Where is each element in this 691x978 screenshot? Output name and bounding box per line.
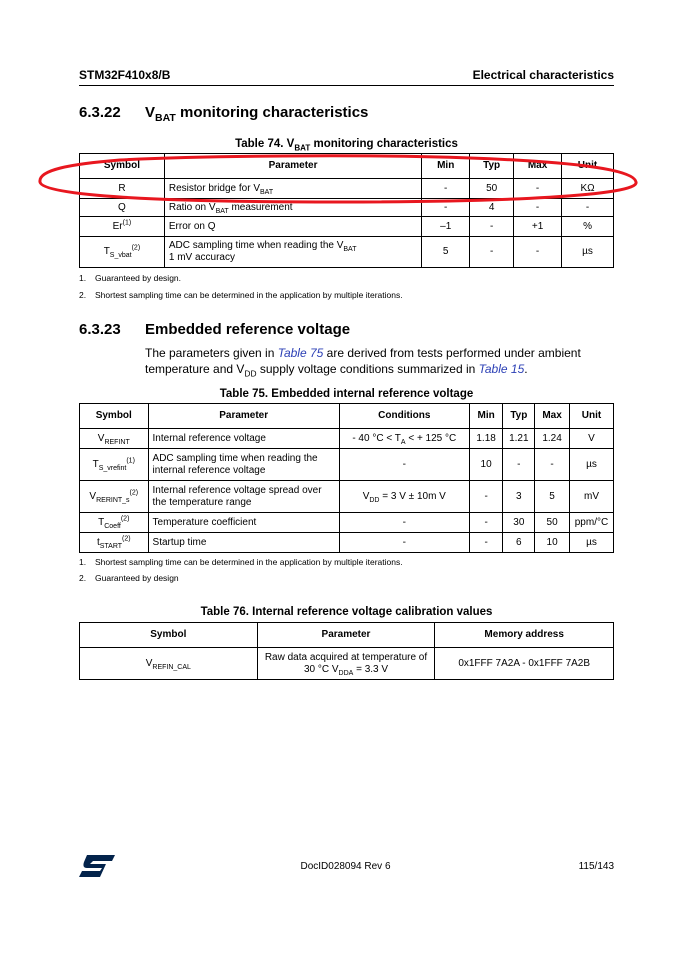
table-row: Q Ratio on $V_{BAT}$ measurement - 4 - - <box>80 199 614 217</box>
section-paragraph: The parameters given in Table 75 are derived from tests performed under ambient temperature and $V_{DD}$ supply voltage conditions summarized in Table 15. <box>145 346 581 379</box>
table-caption: Table 75. Embedded internal reference voltage <box>219 388 474 400</box>
footer-doc-id: DocID028094 Rev 6 <box>300 861 391 872</box>
column-header: Max <box>535 404 570 429</box>
column-header: Memory address <box>435 623 614 648</box>
table-caption: Table 74. $V_{BAT}$ monitoring characteristics <box>235 138 458 153</box>
header-doc-title: STM32F410x8/B <box>79 68 171 82</box>
table-row: $V_{REFINT}$ Internal reference voltage - 40 $^\circ C < T_A$ < + 125 °C 1.18 1.21 1.24 V <box>80 429 614 449</box>
table-row: $T_{S\_vrefint}^{(1)}$ ADC sampling time when reading the internal reference voltage - 10 - - µs <box>80 449 614 481</box>
table-75-link[interactable]: Table 75 <box>277 346 324 360</box>
footer-page-number: 115/143 <box>578 861 614 872</box>
table-note: 2. Guaranteed by design <box>79 573 179 583</box>
table-note: 2. Shortest sampling time can be determined in the application by multiple iterations. <box>79 290 403 300</box>
table-note: 1. Shortest sampling time can be determined in the application by multiple iterations. <box>79 557 403 567</box>
column-header: Typ <box>470 154 514 179</box>
calibration-table <box>79 622 614 680</box>
table-row: Er$^{(1)}$ Error on Q –1 - +1 % <box>80 217 614 237</box>
table-row: $T_{Coeff}^{(2)}$ Temperature coefficient - - 30 50 ppm/°C <box>80 513 614 533</box>
table-row: $V_{RERINT\_s}^{(2)}$ Internal reference voltage spread over the temperature range $V_{DD} = 3$ V ± 10m V - 3 5 mV <box>80 481 614 513</box>
column-header: Max <box>514 154 562 179</box>
table-row: $T_{S\_vbat}^{(2)}$ ADC sampling time when reading the $V_{BAT}$ 1 mV accuracy 5 - - µs <box>80 237 614 268</box>
column-header: Symbol <box>80 154 165 179</box>
column-header: Min <box>469 404 503 429</box>
section-title: $V_{BAT}$ monitoring characteristics <box>145 104 369 124</box>
column-header: Unit <box>562 154 614 179</box>
section-title: Embedded reference voltage <box>145 321 351 338</box>
column-header: Symbol <box>80 404 149 429</box>
column-header: Parameter <box>148 404 339 429</box>
table-row: R Resistor bridge for $V_{BAT}$ - 50 - KΩ <box>80 179 614 199</box>
table-caption: Table 76. Internal reference voltage calibration values <box>200 606 493 618</box>
column-header: Symbol <box>80 623 258 648</box>
table-row: $t_{START}^{(2)}$ Startup time - - 6 10 µs <box>80 533 614 553</box>
table-note: 1. Guaranteed by design. <box>79 273 182 283</box>
section-number: 6.3.23 <box>79 321 121 338</box>
header-section-title: Electrical characteristics <box>472 68 614 82</box>
column-header: Parameter <box>257 623 435 648</box>
column-header: Unit <box>569 404 613 429</box>
reference-voltage-table <box>79 403 614 553</box>
column-header: Parameter <box>164 154 421 179</box>
column-header: Min <box>422 154 470 179</box>
table-15-link[interactable]: Table 15 <box>478 362 525 376</box>
column-header: Typ <box>503 404 535 429</box>
table-row: $V_{REFIN\_CAL}$ Raw data acquired at temperature of 30 °C $V_{DDA} = 3.3$ V 0x1FFF 7A2A - 0x1FFF 7A2B <box>80 648 614 680</box>
section-number: 6.3.22 <box>79 104 121 121</box>
column-header: Conditions <box>339 404 469 429</box>
